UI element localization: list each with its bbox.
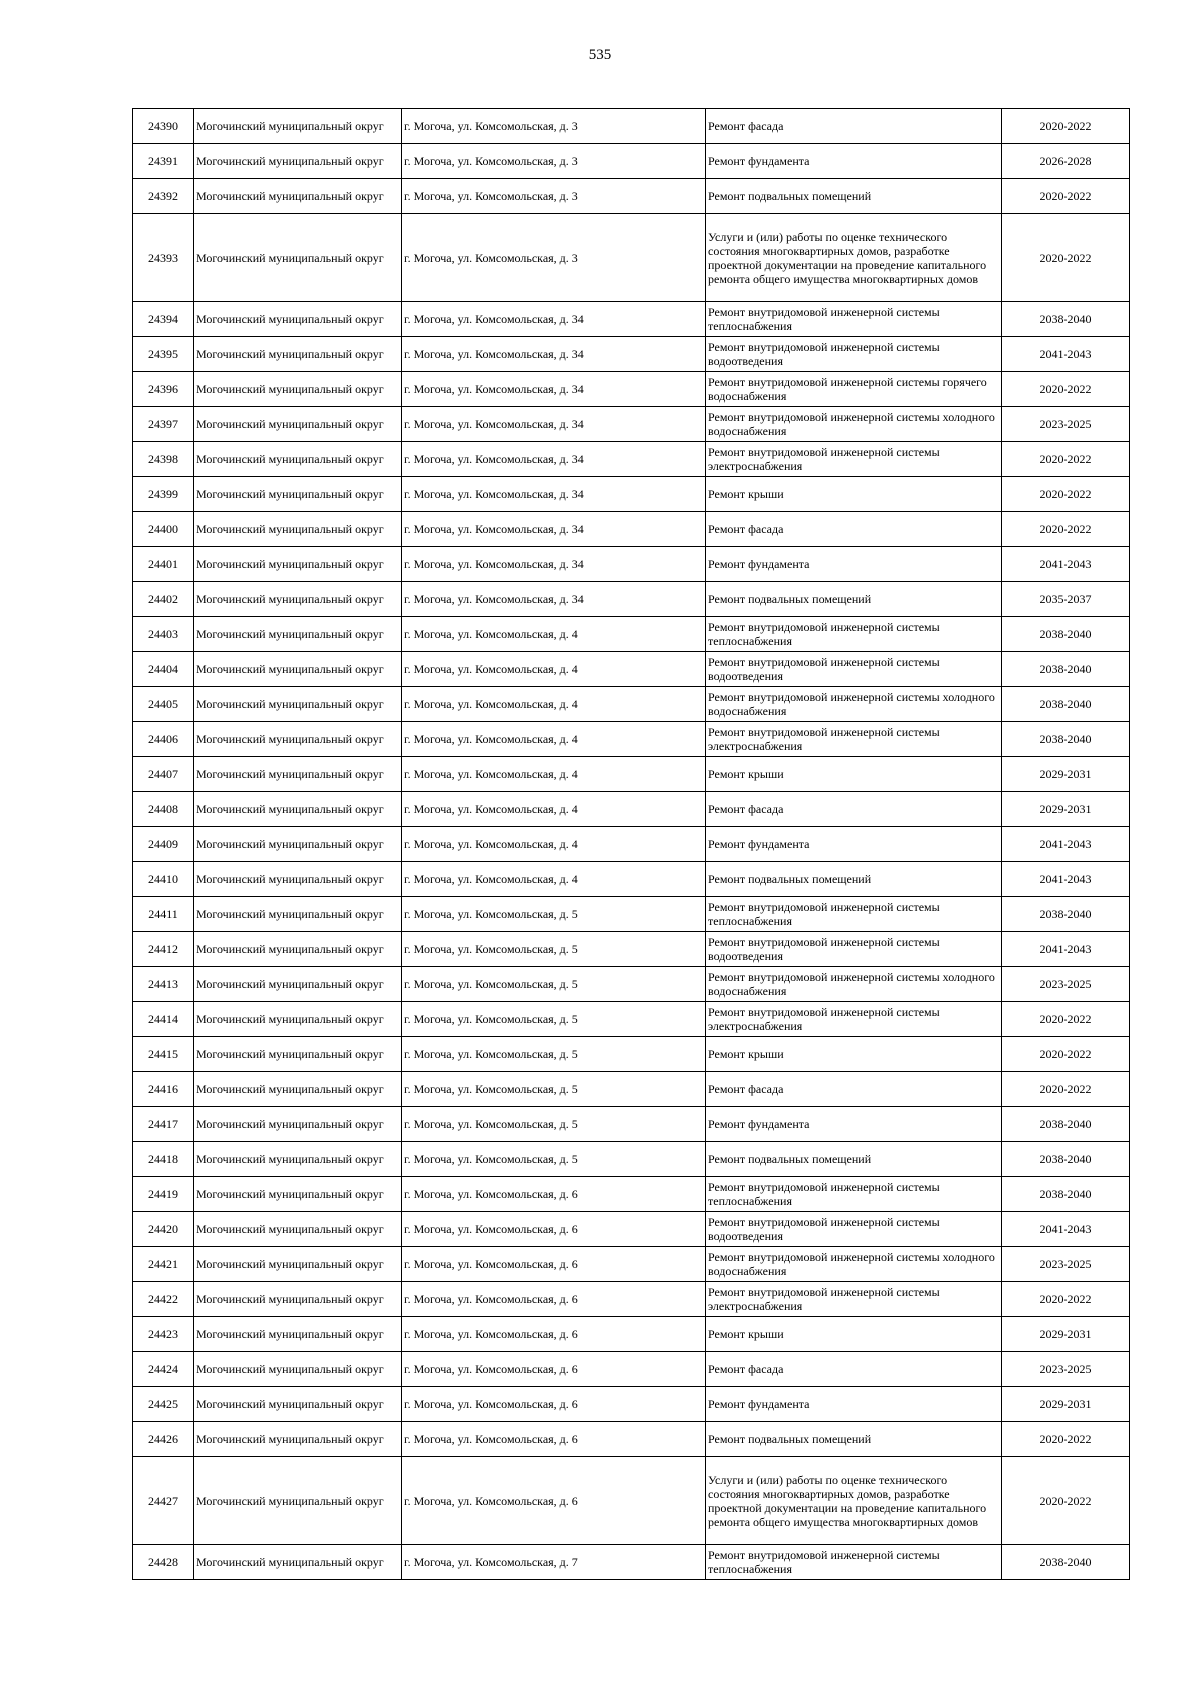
district-cell: Могочинский муниципальный округ: [194, 337, 402, 372]
work-type-cell: Ремонт внутридомовой инженерной системы водоотведения: [706, 932, 1002, 967]
district-cell: Могочинский муниципальный округ: [194, 897, 402, 932]
table-row: [133, 512, 1130, 547]
address-cell: г. Могоча, ул. Комсомольская, д. 3: [402, 214, 706, 302]
row-number-cell: 24395: [133, 337, 194, 372]
address-cell: г. Могоча, ул. Комсомольская, д. 5: [402, 1072, 706, 1107]
table-row: [133, 1142, 1130, 1177]
address-cell: г. Могоча, ул. Комсомольская, д. 6: [402, 1177, 706, 1212]
address-cell: г. Могоча, ул. Комсомольская, д. 6: [402, 1422, 706, 1457]
work-type-cell: Ремонт подвальных помещений: [706, 862, 1002, 897]
row-number-cell: 24390: [133, 109, 194, 144]
work-type-cell: Ремонт внутридомовой инженерной системы водоотведения: [706, 1212, 1002, 1247]
row-number-cell: 24427: [133, 1457, 194, 1545]
table-row: [133, 1177, 1130, 1212]
work-type-cell: Ремонт внутридомовой инженерной системы теплоснабжения: [706, 617, 1002, 652]
period-cell: 2038-2040: [1002, 1545, 1130, 1580]
address-cell: г. Могоча, ул. Комсомольская, д. 5: [402, 1002, 706, 1037]
row-number-cell: 24410: [133, 862, 194, 897]
district-cell: Могочинский муниципальный округ: [194, 1177, 402, 1212]
district-cell: Могочинский муниципальный округ: [194, 1387, 402, 1422]
row-number-cell: 24392: [133, 179, 194, 214]
address-cell: г. Могоча, ул. Комсомольская, д. 7: [402, 1545, 706, 1580]
address-cell: г. Могоча, ул. Комсомольская, д. 34: [402, 302, 706, 337]
district-cell: Могочинский муниципальный округ: [194, 1247, 402, 1282]
period-cell: 2020-2022: [1002, 477, 1130, 512]
district-cell: Могочинский муниципальный округ: [194, 862, 402, 897]
address-cell: г. Могоча, ул. Комсомольская, д. 34: [402, 337, 706, 372]
work-type-cell: Ремонт крыши: [706, 477, 1002, 512]
work-type-cell: Ремонт крыши: [706, 1317, 1002, 1352]
row-number-cell: 24413: [133, 967, 194, 1002]
work-type-cell: Ремонт подвальных помещений: [706, 1422, 1002, 1457]
address-cell: г. Могоча, ул. Комсомольская, д. 5: [402, 932, 706, 967]
district-cell: Могочинский муниципальный округ: [194, 1142, 402, 1177]
table-row: [133, 652, 1130, 687]
row-number-cell: 24405: [133, 687, 194, 722]
page-number: 535: [588, 47, 612, 63]
period-cell: 2038-2040: [1002, 1177, 1130, 1212]
period-cell: 2023-2025: [1002, 967, 1130, 1002]
district-cell: Могочинский муниципальный округ: [194, 827, 402, 862]
district-cell: Могочинский муниципальный округ: [194, 1422, 402, 1457]
district-cell: Могочинский муниципальный округ: [194, 967, 402, 1002]
table-row: [133, 1107, 1130, 1142]
district-cell: Могочинский муниципальный округ: [194, 1457, 402, 1545]
row-number-cell: 24422: [133, 1282, 194, 1317]
work-type-cell: Ремонт фасада: [706, 109, 1002, 144]
district-cell: Могочинский муниципальный округ: [194, 477, 402, 512]
table-row: [133, 1037, 1130, 1072]
district-cell: Могочинский муниципальный округ: [194, 214, 402, 302]
table-row: [133, 1072, 1130, 1107]
row-number-cell: 24391: [133, 144, 194, 179]
district-cell: Могочинский муниципальный округ: [194, 617, 402, 652]
row-number-cell: 24418: [133, 1142, 194, 1177]
table-row: [133, 1352, 1130, 1387]
table-row: [133, 477, 1130, 512]
address-cell: г. Могоча, ул. Комсомольская, д. 5: [402, 897, 706, 932]
work-type-cell: Ремонт подвальных помещений: [706, 1142, 1002, 1177]
table-row: [133, 1457, 1130, 1545]
period-cell: 2038-2040: [1002, 652, 1130, 687]
row-number-cell: 24393: [133, 214, 194, 302]
address-cell: г. Могоча, ул. Комсомольская, д. 6: [402, 1212, 706, 1247]
period-cell: 2020-2022: [1002, 442, 1130, 477]
district-cell: Могочинский муниципальный округ: [194, 547, 402, 582]
address-cell: г. Могоча, ул. Комсомольская, д. 3: [402, 179, 706, 214]
period-cell: 2020-2022: [1002, 1422, 1130, 1457]
address-cell: г. Могоча, ул. Комсомольская, д. 4: [402, 617, 706, 652]
work-type-cell: Ремонт подвальных помещений: [706, 179, 1002, 214]
row-number-cell: 24416: [133, 1072, 194, 1107]
district-cell: Могочинский муниципальный округ: [194, 179, 402, 214]
address-cell: г. Могоча, ул. Комсомольская, д. 5: [402, 1037, 706, 1072]
row-number-cell: 24403: [133, 617, 194, 652]
table-row: [133, 1212, 1130, 1247]
table-row: [133, 757, 1130, 792]
row-number-cell: 24414: [133, 1002, 194, 1037]
table-row: [133, 144, 1130, 179]
row-number-cell: 24412: [133, 932, 194, 967]
address-cell: г. Могоча, ул. Комсомольская, д. 6: [402, 1352, 706, 1387]
table-row: [133, 617, 1130, 652]
period-cell: 2038-2040: [1002, 617, 1130, 652]
table-row: [133, 827, 1130, 862]
district-cell: Могочинский муниципальный округ: [194, 1037, 402, 1072]
address-cell: г. Могоча, ул. Комсомольская, д. 34: [402, 582, 706, 617]
work-type-cell: Ремонт фундамента: [706, 1107, 1002, 1142]
table-row: [133, 862, 1130, 897]
work-type-cell: Ремонт подвальных помещений: [706, 582, 1002, 617]
address-cell: г. Могоча, ул. Комсомольская, д. 3: [402, 144, 706, 179]
table-row: [133, 967, 1130, 1002]
address-cell: г. Могоча, ул. Комсомольская, д. 6: [402, 1247, 706, 1282]
address-cell: г. Могоча, ул. Комсомольская, д. 4: [402, 652, 706, 687]
period-cell: 2035-2037: [1002, 582, 1130, 617]
period-cell: 2020-2022: [1002, 1072, 1130, 1107]
district-cell: Могочинский муниципальный округ: [194, 1317, 402, 1352]
table-row: [133, 547, 1130, 582]
row-number-cell: 24411: [133, 897, 194, 932]
period-cell: 2020-2022: [1002, 372, 1130, 407]
row-number-cell: 24394: [133, 302, 194, 337]
period-cell: 2038-2040: [1002, 302, 1130, 337]
work-type-cell: Ремонт внутридомовой инженерной системы холодного водоснабжения: [706, 407, 1002, 442]
period-cell: 2041-2043: [1002, 932, 1130, 967]
table-row: [133, 1247, 1130, 1282]
table-row: [133, 687, 1130, 722]
period-cell: 2041-2043: [1002, 1212, 1130, 1247]
work-type-cell: Ремонт крыши: [706, 757, 1002, 792]
row-number-cell: 24420: [133, 1212, 194, 1247]
address-cell: г. Могоча, ул. Комсомольская, д. 34: [402, 547, 706, 582]
district-cell: Могочинский муниципальный округ: [194, 757, 402, 792]
district-cell: Могочинский муниципальный округ: [194, 722, 402, 757]
address-cell: г. Могоча, ул. Комсомольская, д. 6: [402, 1387, 706, 1422]
period-cell: 2029-2031: [1002, 792, 1130, 827]
address-cell: г. Могоча, ул. Комсомольская, д. 4: [402, 722, 706, 757]
row-number-cell: 24402: [133, 582, 194, 617]
period-cell: 2020-2022: [1002, 512, 1130, 547]
address-cell: г. Могоча, ул. Комсомольская, д. 4: [402, 687, 706, 722]
work-type-cell: Услуги и (или) работы по оценке технического состояния многоквартирных домов, разработке проектной документации на проведение капитального ремонта общего имущества многоквартирных домов: [706, 214, 1002, 302]
period-cell: 2029-2031: [1002, 757, 1130, 792]
district-cell: Могочинский муниципальный округ: [194, 109, 402, 144]
address-cell: г. Могоча, ул. Комсомольская, д. 6: [402, 1282, 706, 1317]
table-row: [133, 1282, 1130, 1317]
work-type-cell: Ремонт внутридомовой инженерной системы электроснабжения: [706, 1282, 1002, 1317]
work-type-cell: Ремонт внутридомовой инженерной системы водоотведения: [706, 652, 1002, 687]
row-number-cell: 24398: [133, 442, 194, 477]
work-type-cell: Ремонт внутридомовой инженерной системы электроснабжения: [706, 1002, 1002, 1037]
work-type-cell: Ремонт фундамента: [706, 1387, 1002, 1422]
row-number-cell: 24407: [133, 757, 194, 792]
row-number-cell: 24428: [133, 1545, 194, 1580]
address-cell: г. Могоча, ул. Комсомольская, д. 6: [402, 1457, 706, 1545]
repair-schedule-table: [132, 108, 1130, 1580]
address-cell: г. Могоча, ул. Комсомольская, д. 5: [402, 967, 706, 1002]
table-row: [133, 214, 1130, 302]
work-type-cell: Ремонт фасада: [706, 1352, 1002, 1387]
row-number-cell: 24399: [133, 477, 194, 512]
address-cell: г. Могоча, ул. Комсомольская, д. 4: [402, 827, 706, 862]
district-cell: Могочинский муниципальный округ: [194, 302, 402, 337]
row-number-cell: 24421: [133, 1247, 194, 1282]
period-cell: 2026-2028: [1002, 144, 1130, 179]
period-cell: 2041-2043: [1002, 862, 1130, 897]
work-type-cell: Ремонт фундамента: [706, 827, 1002, 862]
work-type-cell: Ремонт внутридомовой инженерной системы холодного водоснабжения: [706, 1247, 1002, 1282]
work-type-cell: Ремонт внутридомовой инженерной системы холодного водоснабжения: [706, 687, 1002, 722]
work-type-cell: Ремонт внутридомовой инженерной системы теплоснабжения: [706, 1545, 1002, 1580]
row-number-cell: 24415: [133, 1037, 194, 1072]
table-row: [133, 932, 1130, 967]
period-cell: 2038-2040: [1002, 687, 1130, 722]
address-cell: г. Могоча, ул. Комсомольская, д. 5: [402, 1107, 706, 1142]
address-cell: г. Могоча, ул. Комсомольская, д. 34: [402, 407, 706, 442]
row-number-cell: 24401: [133, 547, 194, 582]
period-cell: 2020-2022: [1002, 109, 1130, 144]
work-type-cell: Услуги и (или) работы по оценке технического состояния многоквартирных домов, разработке проектной документации на проведение капитального ремонта общего имущества многоквартирных домов: [706, 1457, 1002, 1545]
work-type-cell: Ремонт фасада: [706, 512, 1002, 547]
row-number-cell: 24404: [133, 652, 194, 687]
table-row: [133, 1002, 1130, 1037]
period-cell: 2020-2022: [1002, 1037, 1130, 1072]
table-row: [133, 1317, 1130, 1352]
period-cell: 2038-2040: [1002, 1142, 1130, 1177]
address-cell: г. Могоча, ул. Комсомольская, д. 4: [402, 792, 706, 827]
address-cell: г. Могоча, ул. Комсомольская, д. 34: [402, 477, 706, 512]
table-row: [133, 407, 1130, 442]
table-row: [133, 302, 1130, 337]
period-cell: 2038-2040: [1002, 897, 1130, 932]
period-cell: 2041-2043: [1002, 337, 1130, 372]
address-cell: г. Могоча, ул. Комсомольская, д. 34: [402, 372, 706, 407]
period-cell: 2041-2043: [1002, 827, 1130, 862]
address-cell: г. Могоча, ул. Комсомольская, д. 6: [402, 1317, 706, 1352]
period-cell: 2020-2022: [1002, 1282, 1130, 1317]
address-cell: г. Могоча, ул. Комсомольская, д. 3: [402, 109, 706, 144]
row-number-cell: 24406: [133, 722, 194, 757]
period-cell: 2020-2022: [1002, 214, 1130, 302]
work-type-cell: Ремонт внутридомовой инженерной системы теплоснабжения: [706, 1177, 1002, 1212]
table-row: [133, 179, 1130, 214]
address-cell: г. Могоча, ул. Комсомольская, д. 4: [402, 757, 706, 792]
work-type-cell: Ремонт внутридомовой инженерной системы водоотведения: [706, 337, 1002, 372]
row-number-cell: 24423: [133, 1317, 194, 1352]
period-cell: 2023-2025: [1002, 407, 1130, 442]
work-type-cell: Ремонт внутридомовой инженерной системы теплоснабжения: [706, 897, 1002, 932]
district-cell: Могочинский муниципальный округ: [194, 1352, 402, 1387]
work-type-cell: Ремонт внутридомовой инженерной системы электроснабжения: [706, 442, 1002, 477]
district-cell: Могочинский муниципальный округ: [194, 792, 402, 827]
row-number-cell: 24397: [133, 407, 194, 442]
district-cell: Могочинский муниципальный округ: [194, 687, 402, 722]
table-row: [133, 1422, 1130, 1457]
address-cell: г. Могоча, ул. Комсомольская, д. 4: [402, 862, 706, 897]
work-type-cell: Ремонт внутридомовой инженерной системы холодного водоснабжения: [706, 967, 1002, 1002]
row-number-cell: 24426: [133, 1422, 194, 1457]
period-cell: 2029-2031: [1002, 1387, 1130, 1422]
table-body: [133, 109, 1130, 1580]
period-cell: 2020-2022: [1002, 1457, 1130, 1545]
period-cell: 2023-2025: [1002, 1247, 1130, 1282]
district-cell: Могочинский муниципальный округ: [194, 1545, 402, 1580]
district-cell: Могочинский муниципальный округ: [194, 407, 402, 442]
district-cell: Могочинский муниципальный округ: [194, 1072, 402, 1107]
row-number-cell: 24396: [133, 372, 194, 407]
table-row: [133, 109, 1130, 144]
table-row: [133, 792, 1130, 827]
work-type-cell: Ремонт фасада: [706, 1072, 1002, 1107]
work-type-cell: Ремонт фундамента: [706, 144, 1002, 179]
period-cell: 2041-2043: [1002, 547, 1130, 582]
district-cell: Могочинский муниципальный округ: [194, 372, 402, 407]
row-number-cell: 24408: [133, 792, 194, 827]
district-cell: Могочинский муниципальный округ: [194, 1212, 402, 1247]
district-cell: Могочинский муниципальный округ: [194, 512, 402, 547]
period-cell: 2020-2022: [1002, 1002, 1130, 1037]
address-cell: г. Могоча, ул. Комсомольская, д. 34: [402, 442, 706, 477]
row-number-cell: 24409: [133, 827, 194, 862]
period-cell: 2020-2022: [1002, 179, 1130, 214]
period-cell: 2038-2040: [1002, 1107, 1130, 1142]
work-type-cell: Ремонт внутридомовой инженерной системы электроснабжения: [706, 722, 1002, 757]
work-type-cell: Ремонт фасада: [706, 792, 1002, 827]
table-row: [133, 1545, 1130, 1580]
table-row: [133, 442, 1130, 477]
row-number-cell: 24417: [133, 1107, 194, 1142]
table-row: [133, 897, 1130, 932]
address-cell: г. Могоча, ул. Комсомольская, д. 34: [402, 512, 706, 547]
district-cell: Могочинский муниципальный округ: [194, 582, 402, 617]
address-cell: г. Могоча, ул. Комсомольская, д. 5: [402, 1142, 706, 1177]
period-cell: 2038-2040: [1002, 722, 1130, 757]
table-row: [133, 1387, 1130, 1422]
table-row: [133, 722, 1130, 757]
work-type-cell: Ремонт крыши: [706, 1037, 1002, 1072]
work-type-cell: Ремонт внутридомовой инженерной системы теплоснабжения: [706, 302, 1002, 337]
table-row: [133, 582, 1130, 617]
district-cell: Могочинский муниципальный округ: [194, 144, 402, 179]
work-type-cell: Ремонт фундамента: [706, 547, 1002, 582]
row-number-cell: 24419: [133, 1177, 194, 1212]
district-cell: Могочинский муниципальный округ: [194, 1282, 402, 1317]
period-cell: 2023-2025: [1002, 1352, 1130, 1387]
district-cell: Могочинский муниципальный округ: [194, 932, 402, 967]
district-cell: Могочинский муниципальный округ: [194, 1002, 402, 1037]
district-cell: Могочинский муниципальный округ: [194, 1107, 402, 1142]
district-cell: Могочинский муниципальный округ: [194, 652, 402, 687]
work-type-cell: Ремонт внутридомовой инженерной системы горячего водоснабжения: [706, 372, 1002, 407]
row-number-cell: 24425: [133, 1387, 194, 1422]
period-cell: 2029-2031: [1002, 1317, 1130, 1352]
district-cell: Могочинский муниципальный округ: [194, 442, 402, 477]
row-number-cell: 24424: [133, 1352, 194, 1387]
table-row: [133, 337, 1130, 372]
table-row: [133, 372, 1130, 407]
row-number-cell: 24400: [133, 512, 194, 547]
